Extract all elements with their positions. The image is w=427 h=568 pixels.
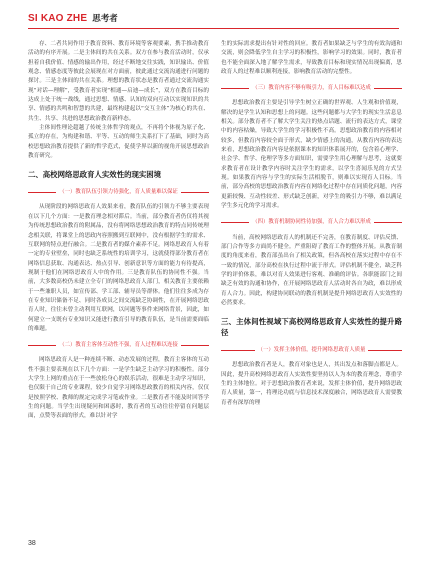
heading-rule (28, 192, 56, 193)
heading-rule (221, 350, 255, 351)
body-paragraph: 主体间性理论超越了传统主体哲学的观点，不再将个体视为原子化、孤立的存在，为构建和谐、平等、互动的师生关系打下了基础，同时为高校思想政治教育提供了新的哲学范式，促使学界以新的视角开展思想政治教育研究。 (28, 125, 209, 160)
left-column (28, 40, 209, 422)
body-paragraph: 生的实际需求提出有针对性的回应。教育者如果缺乏与学生的有效沟通和交流，则会降低学生自主学习的积极性，影响学习的效果。同时，教育者也不能全面深入地了解学生需求，导致教育目标和现实情况出现偏离，思政育人的过程难以顺利连接，影响教育活动的完整性。 (221, 41, 402, 76)
heading-rule (374, 222, 402, 223)
body-paragraph: 存、二者共同作用于教育资料、教育环境等客观要素，携手推动教育活动的有序开展。二是主体间的共在关系。双方在参与教育活动时，仅承担着自我价值、情感的输出作用，经过不断地交往实践，知识输出、价值观念、情感态度等彼此会展现在对方面前，彼此通过交流沟通进行问题的探讨。三是主体间的共在关系。理想的教育状态是教育者通过交流沟通实现“对话—理解”，受教育者实现“相通—启迪—成长”，双方在教育目标的达成上处于统一战线，通过思想、情感、认知的双向互动以实现知识的共享、情感的共鸣和智慧的共建，最终构建起以“交互主体”为核心的共在、共生、共享、共进的思想政治教育新样态。 (28, 41, 209, 122)
brand-english-title: SI KAO ZHE (28, 13, 88, 24)
subsection-heading (221, 217, 402, 229)
body-paragraph: 当前，高校网络思政育人的机制还不完善，在教育制度、评估反馈、部门合作等多方面尚不健全。严重阻碍了教育工作的整体开展。从教育制度的角度来看，教育部虽出台了相关政策，但各高校在落实过程中存在不一致的情况，部分高校在执行过程中流于形式。评估机制不健全，缺乏科学的评价体系，难以对育人效果进行客观、准确的评估。各职能部门之间缺乏有效的沟通和协作，在开展网络思政育人活动时各自为政，难以形成育人合力。因此，构建协同联动的教育机制是提升网络思政育人实效性的必然要求。 (221, 234, 402, 306)
heading-rule (221, 222, 249, 223)
page-header (28, 12, 118, 26)
brand-chinese-title: 思考者 (92, 14, 118, 24)
heading-rule (221, 88, 249, 89)
subsection-heading (28, 186, 209, 198)
subsection-heading-text: （一）教育队伍引领力待强化，育人质量难以保证 (59, 188, 178, 195)
subsection-heading (221, 82, 402, 94)
heading-rule (28, 345, 56, 346)
section-heading: 三、主体间性视域下高校网络思政育人实效性的提升路径 (221, 317, 402, 338)
body-paragraph: 从现阶段的网络思政育人效果来看，教育队伍的引领力不够主要表现在以下几个方面：一是教育理念相对滞后。当前，部分教育者仍仅将其视为传统思想政治教育的附属品，没有将网络思想政治教育的特点同传统理念相关联，将课堂上的思政内容照搬到互联网中，没有根据学生的需求、互联网的特点进行融合。二是教育者的媒介素养不足。网络思政育人有着一定的专业壁垒，同时也缺乏系统性的培训学习，这就使得部分教育者在网络信息获取、沟通表达、热点引导、创新意识等方面的能力有待提高，现制于他们在网络思政育人中的作用。三是教育队伍的协同性不强。当前，大多数高校仍未建立全专门的网络思政育人部门，相关教育主要依赖于一些兼职人员，如宣传部、学工部、辅导员等群体。他们往往多成为存在专业知识储备不足、同时各成员之间交流缺乏协调性，在开展网络思政育人时，往往未曾主动利用互联网，以问题等事件来网络背景，因此，如何建立一支既有专业知识又能进行教育引导的教育队伍，是当前需要面临的难题。 (28, 204, 209, 332)
body-paragraph: 网络思政育人是一种连续不断、动态发展的过程，教育主客体的互动性不强主要表现在以下几个方面：一是学生缺乏主动学习的积极性。部分大学生上网的重点在于一些放松身心的娱乐活动，很难是主动学习知识，也仅限于自己的专业课程，较少自觉学习网络思政教育的相关内容，仅仅是按照学校、教师的规定完成学习笔或作业。二是教育者不能及时回答学生的问题。当学生出现疑问和困惑时，教育者的互动往往停留在问题层面，点赞等表面的形式，难以针对学 (28, 357, 209, 420)
heading-rule (368, 350, 402, 351)
heading-rule (181, 345, 209, 346)
section-heading: 二、高校网络思政育人实效性的现实困境 (28, 170, 162, 180)
header-divider (28, 28, 399, 29)
subsection-heading (221, 344, 402, 356)
subsection-heading-text: （四）教育机制协同性待加强，育人合力难以形成 (252, 218, 371, 225)
heading-rule (374, 88, 402, 89)
body-paragraph: 思想政治教育者是人，教育对象也是人，其出发点和落脚点都是人。因此，提升高校网络思政育人实效性要坚持以人为本的教育理念，尊重学生的主体地位。对于思想政治教育者来说，发挥主体价值，提升网络思政育人质量，第一，将理论功底与信息技术深度融合，网络思政育人需要教育者有深厚的理 (221, 362, 402, 406)
subsection-heading-text: （三）教育内容不够有吸引力，育人目标难以达成 (252, 84, 371, 91)
heading-rule (181, 192, 209, 193)
subsection-heading-text: （一）发挥主体价值，提升网络思政育人质量 (257, 346, 366, 353)
subsection-heading (28, 339, 209, 351)
page-number: 38 (28, 540, 36, 547)
subsection-heading-text: （二）教育主客体互动性不强，育人过程难以连接 (59, 341, 178, 348)
right-column (221, 40, 402, 408)
body-paragraph: 思想政治教育主要是引导学生树立正确的世界观、人生观和价值观，解决的是学生认知和思想上的问题。这些问题都与大学生的现实生活息息相关。部分教育者不了解大学生关注的热点话题、流行的表达方式，课堂中的内容枯燥，导致大学生的学习积极性不高。思想政治教育的内容相对较多，但教育内容较全面于形式，缺少情感上的沟通，从教育内容的表达来看，思想政治教育内容是依据课本的知识体系展开的，包含着心理学、社会学、哲学、伦理学等多方面知识，需要学生用心理解与思考，这就要求教育者在设计教学内容时关注学生的需求，以学生喜闻乐见的方式呈现。如果教育内容与学生的实际生活相脱节，则难以实现育人目标。当前，部分高校的思想政治教育内容在网络化过程中存在同质化问题，内容更新较慢、互动性较差、形式缺乏创新，对学生的吸引力不够，难以满足学生多元化的学习需求。 (221, 100, 402, 210)
